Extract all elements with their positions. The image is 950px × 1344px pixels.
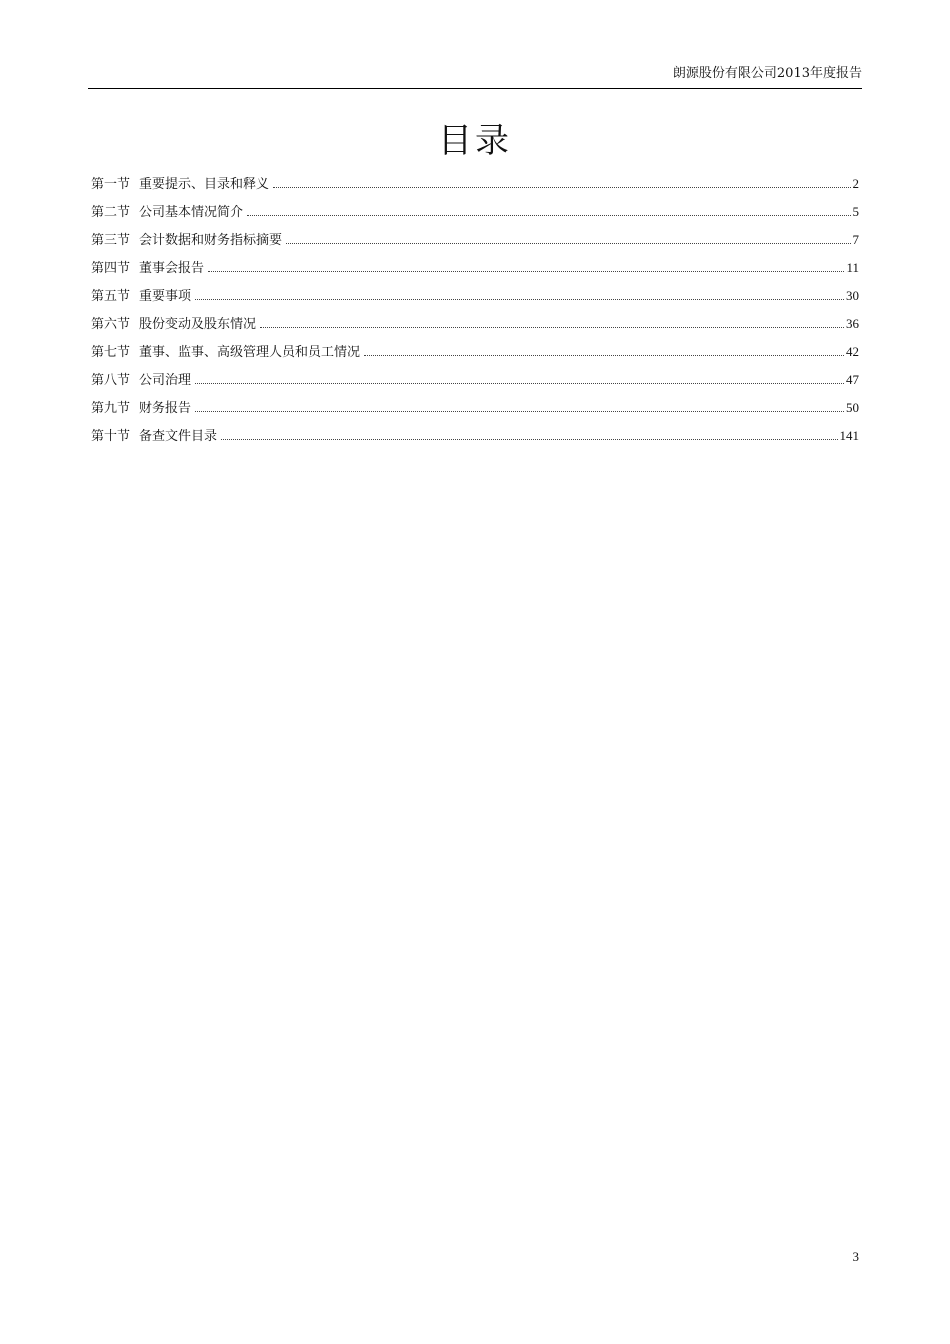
toc-dot-leader [195, 299, 844, 300]
toc-dot-leader [286, 243, 850, 244]
toc-page-number: 30 [846, 288, 859, 303]
toc-entry[interactable] [91, 202, 859, 230]
toc-dot-leader [364, 355, 844, 356]
toc-page-number: 36 [846, 316, 859, 331]
toc-dot-leader [247, 215, 850, 216]
toc-entry-title: 财务报告 [139, 401, 192, 416]
toc-entry-title: 会计数据和财务指标摘要 [139, 233, 283, 248]
toc-heading: 目录 [438, 121, 512, 161]
toc-page-number: 50 [846, 400, 859, 415]
toc-entry[interactable] [91, 342, 859, 370]
toc-entry-title: 董事、监事、高级管理人员和员工情况 [139, 345, 361, 360]
toc-entry-title: 重要提示、目录和释义 [139, 177, 270, 192]
toc-section-number: 第二节 [91, 205, 131, 220]
toc-entry[interactable] [91, 230, 859, 258]
toc-entry[interactable] [91, 314, 859, 342]
toc-page-number: 5 [852, 204, 859, 219]
toc-entry-title: 公司治理 [139, 373, 192, 388]
toc-page-number: 7 [852, 232, 859, 247]
toc-list [91, 174, 859, 454]
toc-dot-leader [195, 411, 844, 412]
toc-dot-leader [273, 187, 850, 188]
header-title: 朗源股份有限公司2013年度报告 [672, 66, 862, 81]
toc-section-number: 第六节 [91, 317, 131, 332]
toc-page-number: 2 [852, 176, 859, 191]
toc-entry[interactable] [91, 370, 859, 398]
toc-page-number: 42 [846, 344, 859, 359]
toc-section-number: 第一节 [91, 177, 131, 192]
toc-entry-title: 董事会报告 [139, 261, 205, 276]
toc-entry[interactable] [91, 174, 859, 202]
toc-dot-leader [195, 383, 844, 384]
toc-section-number: 第四节 [91, 261, 131, 276]
toc-entry-title: 公司基本情况简介 [139, 205, 244, 220]
toc-section-number: 第五节 [91, 289, 131, 304]
toc-section-number: 第九节 [91, 401, 131, 416]
toc-dot-leader [208, 271, 844, 272]
toc-page-number: 47 [846, 372, 859, 387]
toc-entry-title: 股份变动及股东情况 [139, 317, 257, 332]
toc-entry-title: 备查文件目录 [139, 429, 218, 444]
page-header [88, 66, 862, 89]
toc-page-number: 141 [839, 428, 859, 443]
toc-entry[interactable] [91, 258, 859, 286]
toc-entry[interactable] [91, 286, 859, 314]
toc-section-number: 第十节 [91, 429, 131, 444]
toc-entry[interactable] [91, 426, 859, 454]
toc-section-number: 第八节 [91, 373, 131, 388]
toc-page-number: 11 [846, 260, 859, 275]
toc-section-number: 第三节 [91, 233, 131, 248]
toc-dot-leader [221, 439, 837, 440]
footer-page-number: 3 [852, 1249, 859, 1264]
toc-dot-leader [260, 327, 844, 328]
toc-entry[interactable] [91, 398, 859, 426]
toc-section-number: 第七节 [91, 345, 131, 360]
toc-entry-title: 重要事项 [139, 289, 192, 304]
